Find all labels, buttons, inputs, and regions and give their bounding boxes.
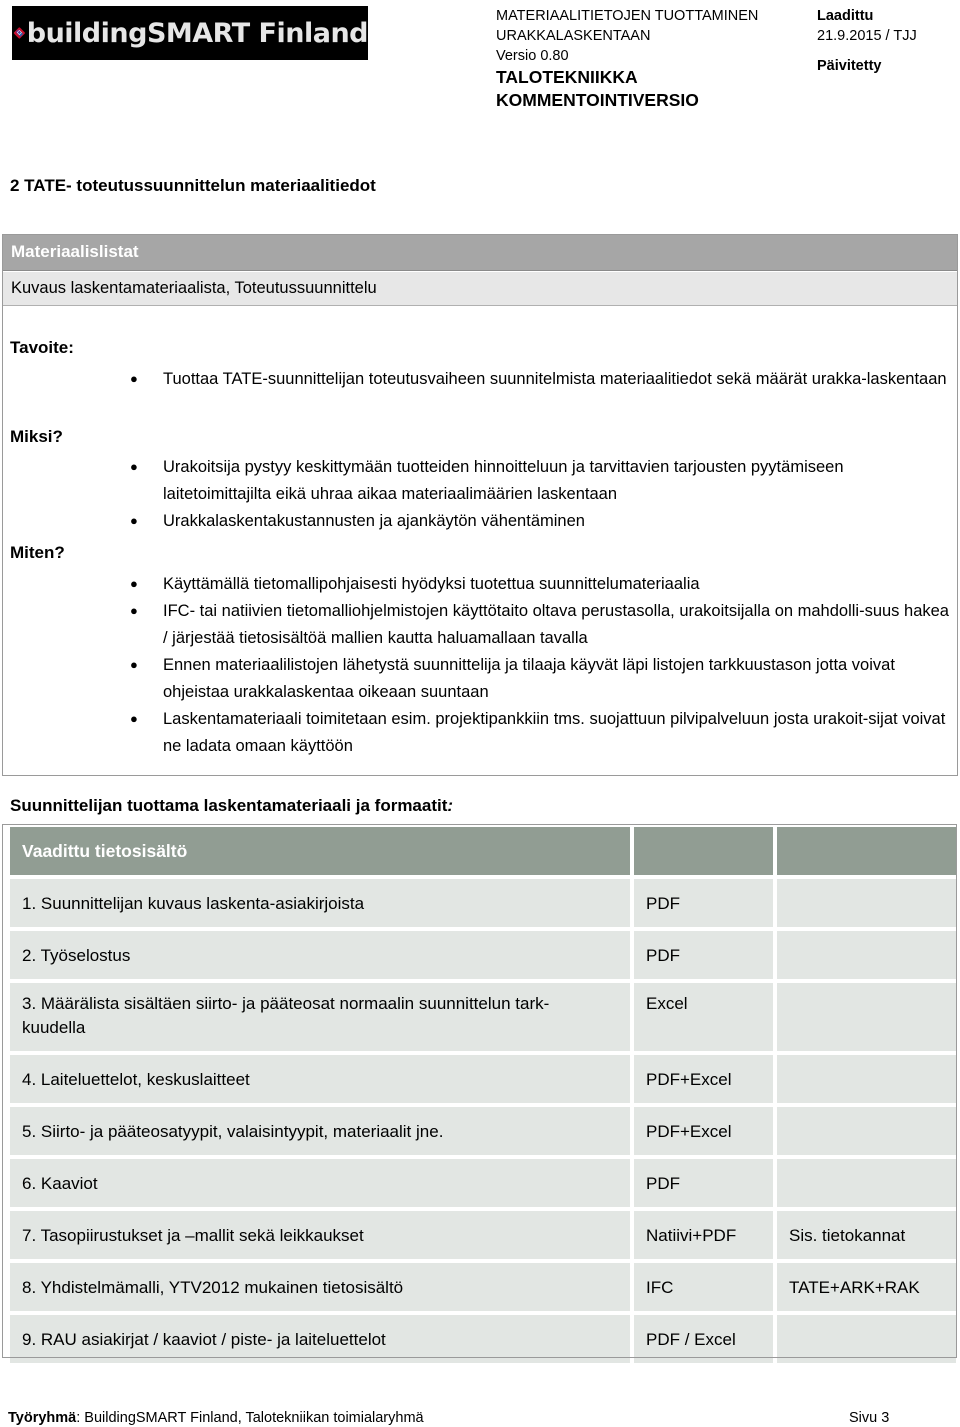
extra-cell [775, 1157, 956, 1209]
document-dates [817, 6, 917, 76]
item-cell: 5. Siirto- ja pääteosatyypit, valaisintyypit, materiaalit jne. [10, 1105, 632, 1157]
item-cell: 4. Laiteluettelot, keskuslaitteet [10, 1053, 632, 1105]
item-cell: 8. Yhdistelmämalli, YTV2012 mukainen tietosisältö [10, 1261, 632, 1313]
table-header-cell [632, 827, 775, 877]
bullet-icon: ● [130, 711, 138, 726]
table-header-row [10, 827, 956, 877]
table-row [10, 1105, 956, 1157]
item-cell: 7. Tasopiirustukset ja –mallit sekä leikkaukset [10, 1209, 632, 1261]
item-cell: 1. Suunnittelijan kuvaus laskenta-asiakirjoista [10, 877, 632, 929]
footer-group-label: Työryhmä [8, 1410, 77, 1426]
document-header [496, 6, 758, 112]
created-label: Laadittu [817, 8, 874, 24]
table-header-cell [775, 827, 956, 877]
doc-version: Versio 0.80 [496, 48, 569, 64]
format-cell: IFC [632, 1261, 775, 1313]
table-header-cell: Vaadittu tietosisältö [10, 827, 632, 877]
subheader-strong: Toteutussuunnittelu [234, 279, 377, 297]
how-label: Miten? [10, 543, 65, 562]
section-title: 2 TATE- toteutussuunnittelun materiaalitiedot [10, 176, 376, 195]
buildingsmart-logo [12, 6, 368, 60]
logo-icon [12, 6, 27, 60]
item-cell: 3. Määrälista sisältäen siirto- ja pääteosat normaalin suunnittelun tark-kuudella [10, 981, 632, 1053]
extra-cell [775, 1313, 956, 1365]
doc-edition: KOMMENTOINTIVERSIO [496, 90, 699, 110]
table-row [10, 929, 956, 981]
format-cell: PDF+Excel [632, 1105, 775, 1157]
extra-cell [775, 981, 956, 1053]
extra-cell [775, 1105, 956, 1157]
extra-cell [775, 929, 956, 981]
format-cell: PDF [632, 929, 775, 981]
table-title: Suunnittelijan tuottama laskentamateriaali ja formaatit: [10, 796, 454, 815]
doc-subtitle: URAKKALASKENTAAN [496, 28, 651, 44]
footer-group-value: : BuildingSMART Finland, Talotekniikan toimialaryhmä [76, 1410, 424, 1426]
table-row [10, 1209, 956, 1261]
why-bullet: Urakkalaskentakustannusten ja ajankäytön vähentäminen [163, 512, 585, 530]
extra-cell: Sis. tietokannat [775, 1209, 956, 1261]
goal-bullet: Tuottaa TATE-suunnittelijan toteutusvaiheen suunnitelmista materiaalitiedot sekä määrät urakka-laskentaan [163, 370, 947, 388]
page-number: Sivu 3 [849, 1410, 890, 1426]
footer-workgroup [8, 1410, 424, 1426]
format-cell: PDF / Excel [632, 1313, 775, 1365]
table-row [10, 1261, 956, 1313]
format-cell: Natiivi+PDF [632, 1209, 775, 1261]
extra-cell [775, 1053, 956, 1105]
table-row [10, 1053, 956, 1105]
extra-cell [775, 877, 956, 929]
bullet-icon: ● [130, 657, 138, 672]
logo-text: buildingSMART Finland [26, 17, 368, 49]
how-bullet: Laskentamateriaali toimitetaan esim. projektipankkiin tms. suojattuun pilvipalveluun josta urakoit-sijat voivat ne ladata omaan käyttöön [163, 710, 946, 755]
why-label: Miksi? [10, 427, 63, 446]
doc-title: MATERIAALITIETOJEN TUOTTAMINEN [496, 8, 759, 24]
format-cell: PDF [632, 877, 775, 929]
bullet-icon: ● [130, 603, 138, 618]
why-bullet: Urakoitsija pystyy keskittymään tuotteiden hinnoitteluun ja tarvittavien tarjousten pyytämiseen laitetoimittajilta eikä uhraa aikaa materiaalimäärien laskentaan [163, 458, 844, 503]
table-row [10, 981, 956, 1053]
bullet-icon: ● [130, 513, 138, 528]
materials-box [2, 234, 958, 776]
format-cell: Excel [632, 981, 775, 1053]
materials-box-subheader: Kuvaus laskentamateriaalista, Toteutussuunnittelu [3, 272, 957, 306]
bullet-icon: ● [130, 459, 138, 474]
item-cell: 2. Työselostus [10, 929, 632, 981]
updated-label: Päivitetty [817, 58, 882, 74]
extra-cell: TATE+ARK+RAK [775, 1261, 956, 1313]
how-bullet: IFC- tai natiivien tietomalliohjelmistojen käyttötaito oltava perustasolla, urakoitsijalla on mahdolli-suus hakea / järjestää tietosisältöä mallien kautta haluamallaan tavalla [163, 602, 949, 647]
created-value: 21.9.2015 / TJJ [817, 28, 917, 44]
table-row [10, 877, 956, 929]
format-cell: PDF+Excel [632, 1053, 775, 1105]
how-bullet: Käyttämällä tietomallipohjaisesti hyödyksi tuotettua suunnittelumateriaalia [163, 575, 700, 593]
item-cell: 9. RAU asiakirjat / kaaviot / piste- ja laiteluettelot [10, 1313, 632, 1365]
format-cell: PDF [632, 1157, 775, 1209]
item-cell: 6. Kaaviot [10, 1157, 632, 1209]
bullet-icon: ● [130, 576, 138, 591]
doc-discipline: TALOTEKNIIKKA [496, 67, 638, 87]
table-row [10, 1157, 956, 1209]
how-bullet: Ennen materiaalilistojen lähetystä suunnittelija ja tilaaja käyvät läpi listojen tarkkuustason jotta voivat ohjeistaa urakkalaskentaa oikeaan suuntaan [163, 656, 895, 701]
materials-table [10, 827, 956, 1367]
bullet-icon: ● [130, 371, 138, 386]
materials-box-header: Materiaalislistat [3, 235, 957, 271]
goal-label: Tavoite: [10, 338, 74, 357]
table-row [10, 1313, 956, 1365]
